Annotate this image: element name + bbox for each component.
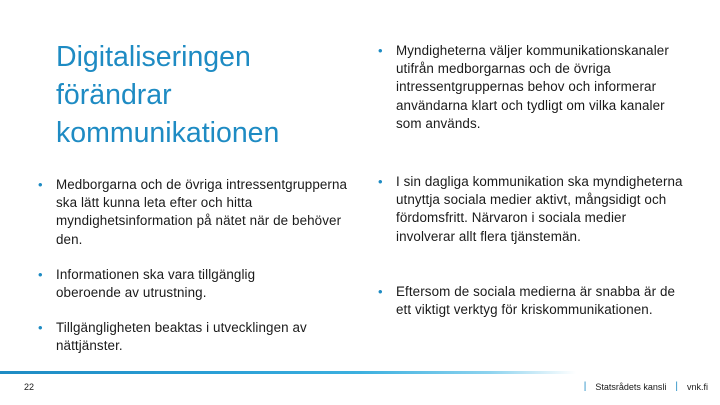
list-item [38,176,348,249]
bullet-icon: • [38,267,43,282]
bullet-icon: • [378,43,383,58]
slide-title: Digitaliseringen förändrar kommunikationen [56,41,280,149]
list-item [378,283,688,319]
org-name: Statsrådets kansli [595,381,667,392]
separator: | [583,381,587,392]
page-number: 22 [24,382,35,392]
bullet-text: Informationen ska vara tillgänglig oberoende av utrustning. [56,267,256,301]
bullet-icon: • [38,177,43,192]
separator: | [675,381,678,392]
bullet-text: Myndigheterna väljer kommunikationskanaler utifrån medborgarnas och de övriga intressentgruppernas behov och informerar användarna klart och tydligt om vilka kanaler som används. [396,43,669,131]
list-item [38,319,346,355]
bullet-text: I sin dagliga kommunikation ska myndigheterna utnyttja sociala medier aktivt, mångsidigt och fördomsfritt. Närvaron i sociala medier involverar allt flera tjänstemän. [396,174,683,244]
bullet-text: Medborgarna och de övriga intressentgrupperna ska lätt kunna leta efter och hitta myndighetsinformation på nätet när de behöver den. [56,177,348,247]
bullet-icon: • [378,284,383,299]
bullet-text: Eftersom de sociala medierna är snabba är de ett viktigt verktyg för kriskommunikationen. [396,284,676,318]
footer-gradient-bar [0,371,720,374]
site-link[interactable]: vnk.fi [686,381,708,392]
list-item [378,42,688,133]
bullet-text: Tillgängligheten beaktas i utvecklingen av nättjänster. [56,320,307,354]
bullet-icon: • [378,174,383,189]
list-item [38,266,318,302]
bullet-icon: • [38,320,43,335]
list-item [378,173,688,246]
footer-branding [584,381,708,392]
